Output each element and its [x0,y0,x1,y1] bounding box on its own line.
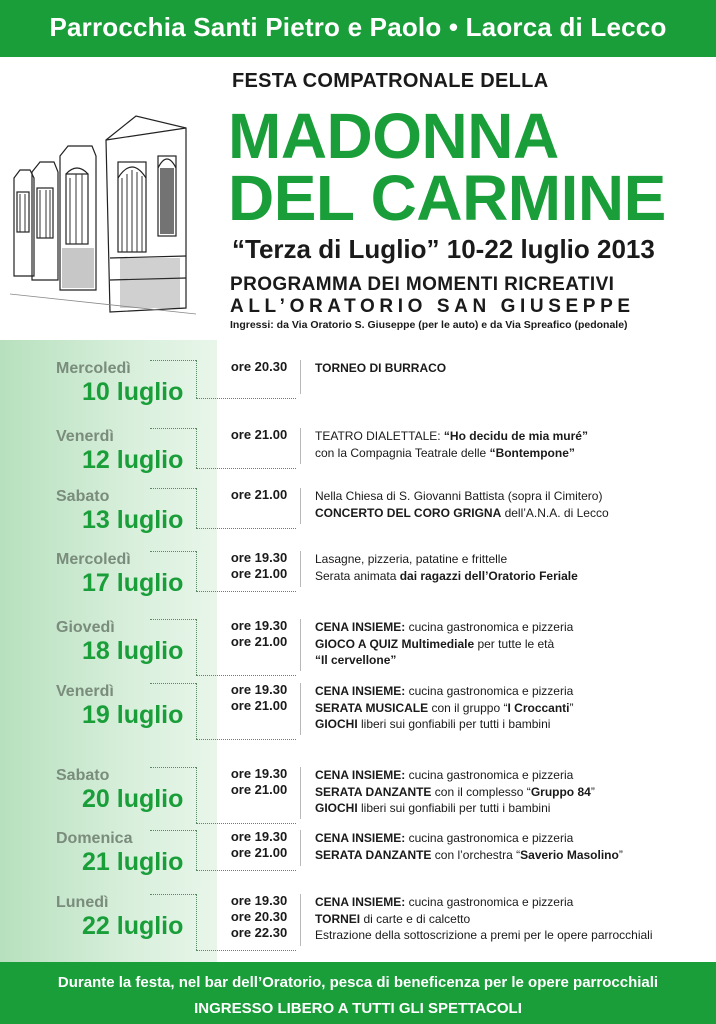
description-line [315,784,595,801]
dotted-connector [196,894,197,950]
footer-line-2: INGRESSO LIBERO A TUTTI GLI SPETTACOLI [194,1000,522,1017]
event-description [315,360,446,377]
event-day: Sabato [56,767,110,784]
description-line [315,716,574,733]
description-highlight: dai ragazzi dell’Oratorio Feriale [399,568,578,583]
description-highlight: GIOCHI [315,717,358,731]
description-line [315,488,609,505]
event-time: ore 19.30 [230,682,288,697]
event-date: 22 luglio [82,912,184,940]
event-date: 21 luglio [82,848,184,876]
event-time: ore 21.00 [230,782,288,797]
oratorio-heading: ALL’ORATORIO SAN GIUSEPPE [230,296,635,317]
event-date: 10 luglio [82,378,184,406]
description-text: ” [590,784,595,799]
description-line [315,551,578,568]
dotted-connector [150,488,196,489]
event-time: ore 22.30 [230,925,288,940]
description-text: con la Compagnia Teatrale delle [315,445,490,460]
description-text: Estrazione della sottoscrizione a premi per le opere parrocchiali [315,928,653,942]
description-text: ” [618,847,623,862]
description-line [315,800,595,817]
description-highlight: Gruppo 84 [530,784,591,799]
dotted-connector [196,950,296,951]
event-time: ore 21.00 [230,634,288,649]
dotted-connector [196,551,197,591]
description-highlight: I Croccanti [507,700,570,715]
description-line [315,636,573,653]
ingressi-note: Ingressi: da Via Oratorio S. Giuseppe (per le auto) e da Via Spreafico (pedonale) [230,319,628,331]
event-time: ore 19.30 [230,550,288,565]
description-text: dell’A.N.A. di Lecco [501,505,609,520]
event-day: Sabato [56,488,110,505]
dotted-connector [196,468,296,469]
event-time: ore 21.00 [230,566,288,581]
event-date: 19 luglio [82,701,184,729]
event-date: 20 luglio [82,785,184,813]
event-time: ore 19.30 [230,618,288,633]
description-highlight: CENA INSIEME: [315,684,406,698]
event-description [315,428,588,461]
event-time: ore 20.30 [230,359,288,374]
description-text: di carte e di calcetto [360,911,471,926]
event-times [222,550,296,582]
event-times [222,893,296,941]
description-highlight: Saverio Masolino [520,847,619,862]
description-highlight: “Bontempone” [489,445,575,460]
description-highlight: CONCERTO DEL CORO GRIGNA [315,505,502,520]
dotted-connector [196,591,296,592]
description-highlight: GIOCO A QUIZ Multimediale [315,636,475,651]
description-line [315,894,653,911]
dotted-connector [196,870,296,871]
event-times [222,359,296,375]
description-text: cucina gastronomica e pizzeria [405,620,574,634]
description-text: liberi sui gonfiabili per tutti i bambini [357,801,551,815]
description-line [315,619,573,636]
description-text: cucina gastronomica e pizzeria [405,831,574,845]
dotted-connector [196,830,197,870]
description-text: con l’orchestra “ [431,847,521,862]
event-times [222,487,296,503]
column-divider [300,830,301,866]
title-del-carmine: DEL CARMINE [228,162,666,234]
description-highlight: SERATA MUSICALE [315,700,429,715]
column-divider [300,894,301,946]
description-line [315,847,623,864]
event-description [315,619,573,669]
description-text: ” [569,700,574,715]
description-highlight: CENA INSIEME: [315,895,406,909]
description-line [315,927,653,944]
event-day: Lunedì [56,894,109,911]
column-divider [300,767,301,819]
description-text: cucina gastronomica e pizzeria [405,768,574,782]
dotted-connector [150,683,196,684]
description-line [315,505,609,522]
event-date: 13 luglio [82,506,184,534]
event-times [222,829,296,861]
event-day: Mercoledì [56,551,131,568]
description-line [315,683,574,700]
dotted-connector [150,428,196,429]
description-text: liberi sui gonfiabili per tutti i bambini [357,717,551,731]
event-dates: “Terza di Luglio” 10-22 luglio 2013 [232,234,655,264]
column-divider [300,488,301,524]
event-times [222,766,296,798]
dotted-connector [196,767,197,823]
dotted-connector [196,619,197,675]
description-text: cucina gastronomica e pizzeria [405,895,574,909]
footer-line-1: Durante la festa, nel bar dell’Oratorio, pesca di beneficenza per le opere parrocchiali [57,974,659,991]
description-text: con il gruppo “ [428,700,508,715]
event-times [222,618,296,650]
description-text: cucina gastronomica e pizzeria [405,684,574,698]
dotted-connector [196,675,296,676]
event-time: ore 21.00 [230,698,288,713]
event-day: Venerdì [56,428,114,445]
description-text: Nella Chiesa di S. Giovanni Battista (sopra il Cimitero) [315,489,603,503]
dotted-connector [196,739,296,740]
event-date: 18 luglio [82,637,184,665]
event-time: ore 21.00 [230,427,288,442]
dotted-connector [196,683,197,739]
description-highlight: “Il cervellone” [315,653,397,667]
event-times [222,427,296,443]
event-description [315,894,653,944]
description-highlight: “Ho decidu de mia muré” [443,429,588,443]
description-text: Serata animata [315,568,400,583]
event-time: ore 20.30 [230,909,288,924]
event-day: Venerdì [56,683,114,700]
dotted-connector [150,551,196,552]
description-highlight: GIOCHI [315,801,358,815]
column-divider [300,428,301,464]
festa-heading: FESTA COMPATRONALE DELLA [232,70,549,92]
event-description [315,830,623,863]
column-divider [300,683,301,735]
description-line [315,767,595,784]
column-divider [300,551,301,587]
event-time: ore 21.00 [230,487,288,502]
description-line [315,445,588,462]
dotted-connector [150,360,196,361]
description-line [315,568,578,585]
event-day: Domenica [56,830,133,847]
description-highlight: TORNEI [315,911,361,926]
chapels-drawing [10,108,196,320]
dotted-connector [196,398,296,399]
description-line [315,360,446,377]
description-line [315,911,653,928]
description-highlight: TORNEO DI BURRACO [315,361,447,375]
event-day: Giovedì [56,619,115,636]
event-description [315,551,578,584]
header-title: Parrocchia Santi Pietro e Paolo • Laorca di Lecco [49,12,667,42]
dotted-connector [196,528,296,529]
header-bar [0,0,716,57]
event-date: 17 luglio [82,569,184,597]
description-highlight: CENA INSIEME: [315,768,406,782]
description-line [315,700,574,717]
description-text: Lasagne, pizzeria, patatine e frittelle [315,552,508,566]
event-time: ore 19.30 [230,893,288,908]
dotted-connector [196,488,197,528]
event-time: ore 19.30 [230,766,288,781]
dotted-connector [150,767,196,768]
event-time: ore 21.00 [230,845,288,860]
event-description [315,488,609,521]
event-day: Mercoledì [56,360,131,377]
column-divider [300,360,301,394]
description-line [315,830,623,847]
event-date: 12 luglio [82,446,184,474]
dotted-connector [150,619,196,620]
programma-heading: PROGRAMMA DEI MOMENTI RICREATIVI [230,274,615,295]
event-time: ore 19.30 [230,829,288,844]
dotted-connector [196,823,296,824]
description-highlight: SERATA DANZANTE [315,784,432,799]
description-text: con il complesso “ [431,784,531,799]
event-description [315,767,595,817]
footer-bar [0,962,716,1024]
description-highlight: CENA INSIEME: [315,831,406,845]
description-text: per tutte le età [474,636,555,651]
dotted-connector [196,360,197,398]
description-line [315,428,588,445]
title-madonna: MADONNA [228,100,559,172]
column-divider [300,619,301,671]
dotted-connector [196,428,197,468]
event-description [315,683,574,733]
dotted-connector [150,894,196,895]
description-highlight: SERATA DANZANTE [315,847,432,862]
event-times [222,682,296,714]
dotted-connector [150,830,196,831]
description-line [315,652,573,669]
description-highlight: CENA INSIEME: [315,620,406,634]
description-text: TEATRO DIALETTALE: [315,429,444,443]
